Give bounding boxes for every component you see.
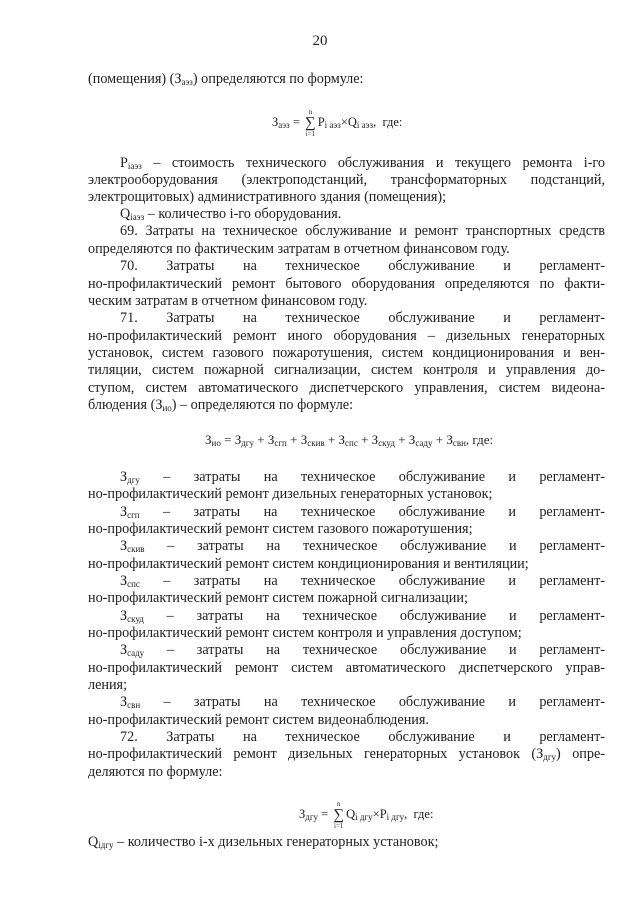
formula-io-tail: , где: (465, 432, 494, 447)
def-symbol-sub: скив (127, 544, 145, 554)
def-text: – затраты на техническое обслуживание и регламент- (144, 538, 605, 554)
def-symbol: З (120, 469, 128, 485)
def-symbol-sub: сaду (127, 648, 145, 658)
formula-aez-p-sub: i аэз (324, 119, 341, 130)
def-skud-line1 (120, 608, 605, 625)
para-71-sub: ио (162, 403, 172, 413)
para-71-line6 (88, 397, 605, 414)
formula-dgu (299, 800, 433, 830)
formula-io-term: З (446, 432, 453, 447)
formula-aez-times: × (340, 114, 348, 129)
def-symbol-sub: скуд (127, 614, 144, 624)
def-p-aez-line3: электрощитовых) административного здания (помещения); (88, 189, 447, 205)
formula-dgu-sum (333, 800, 344, 830)
def-symbol-sub: дгу (127, 475, 140, 485)
formula-io-plus: + (357, 432, 372, 447)
para-70-line1: 70. Затраты на техническое обслуживание и регламент- (120, 258, 605, 274)
def-sadu-line2: но-профилактический ремонт систем автоматического диспетчерского управ- (88, 660, 605, 676)
def-symbol-sub: свн (127, 700, 141, 710)
def-text: – затраты на техническое обслуживание и регламент- (139, 504, 605, 520)
formula-io-term-sub: сгп (274, 438, 287, 448)
para-72-line1: 72. Затраты на техническое обслуживание и регламент- (120, 729, 605, 745)
def-text: – затраты на техническое обслуживание и регламент- (144, 642, 605, 658)
def-symbol: Q (88, 834, 99, 850)
formula-aez-p: P (317, 114, 325, 129)
formula-dgu-times: × (372, 806, 380, 821)
para-71-text-end: ) – определяются по формуле: (171, 397, 354, 413)
def-symbol-sub: iаэз (127, 161, 142, 171)
formula-io-term-sub: спс (345, 438, 358, 448)
formula-io-term: З (267, 432, 275, 447)
def-sps-line1 (120, 573, 605, 590)
formula-aez-q-sub: i аэз (356, 119, 374, 130)
formula-aez (272, 108, 402, 138)
def-symbol: З (120, 642, 128, 658)
formula-dgu-q: Q (346, 806, 356, 821)
formula-aez-eq: = (289, 114, 303, 129)
def-q-dgu (88, 834, 605, 851)
formula-dgu-p: P (379, 806, 387, 821)
def-sgp-line1 (120, 504, 605, 521)
def-symbol: З (120, 608, 128, 624)
para-71-line4: тиляции, систем пожарной сигнализации, систем контроля и управления до- (88, 362, 605, 378)
formula-aez-lhs: З (272, 114, 279, 129)
formula-io-term: З (408, 432, 416, 447)
formula-io-plus: + (253, 432, 268, 447)
para-72-text: но-профилактический ремонт дизельных генераторных установок (З (88, 746, 544, 762)
sum-lower-limit: i=1 (305, 130, 316, 138)
sum-upper-limit: n (308, 108, 313, 116)
formula-io-term: З (371, 432, 379, 447)
def-text: – количество i-го оборудования. (144, 206, 342, 222)
def-sadu-line3: ления; (88, 677, 128, 693)
formula-aez-lhs-sub: аэз (278, 119, 290, 130)
def-symbol: P (120, 155, 128, 171)
def-symbol: З (120, 504, 128, 520)
def-skiv-line1 (120, 538, 605, 555)
formula-dgu-tail: , где: (404, 806, 434, 821)
def-text: – затраты на техническое обслуживание и регламент- (139, 469, 605, 485)
formula-io-lhs-sub: ио (211, 438, 221, 448)
formula-dgu-p-sub: i дгу (386, 811, 405, 822)
def-skiv-line2: но-профилактический ремонт систем кондиционирования и вентиляции; (88, 556, 529, 572)
formula-io-plus: + (324, 432, 339, 447)
para-72-sub: дгу (543, 752, 557, 762)
formula-io-plus: + (394, 432, 409, 447)
def-q-aez (120, 206, 605, 223)
def-svn-line1 (120, 694, 605, 711)
formula-io (205, 432, 493, 448)
formula-dgu-lhs-sub: дгу (305, 811, 319, 822)
para-71-line3: установок, систем газового пожаротушения, систем кондиционирования и вен- (88, 345, 605, 361)
para-69-line2: определяются по фактическим затратам в отчетном финансовом году. (88, 241, 510, 257)
def-text: – количество i-х дизельных генераторных установок; (113, 834, 439, 850)
para-72-line2 (88, 746, 605, 763)
def-symbol-sub: спс (127, 579, 140, 589)
def-text: – затраты на техническое обслуживание и регламент- (139, 573, 605, 589)
def-symbol: З (120, 573, 128, 589)
para-71-line2: но-профилактический ремонт иного оборудования – дизельных генераторных (88, 328, 605, 344)
formula-io-plus: + (286, 432, 301, 447)
def-symbol: З (120, 694, 128, 710)
def-symbol-sub: сгп (127, 510, 140, 520)
def-text: – стоимость технического обслуживания и текущего ремонта i-го (141, 155, 605, 171)
para-71-line1: 71. Затраты на техническое обслуживание и регламент- (120, 310, 605, 326)
def-sadu-line1 (120, 642, 605, 659)
para-71-line5: ступом, систем автоматического диспетчерского управления, систем видеона- (88, 380, 605, 396)
def-svn-line2: но-профилактический ремонт систем видеонаблюдения. (88, 712, 429, 728)
para-72-line3: деляются по формуле: (88, 764, 223, 780)
def-symbol-sub: iаэз (130, 212, 145, 222)
page-number: 20 (312, 33, 328, 49)
def-sgp-line2: но-профилактический ремонт систем газового пожаротушения; (88, 521, 473, 537)
sum-lower-limit: i=1 (334, 822, 344, 830)
formula-io-term-sub: дгу (241, 438, 254, 448)
formula-io-term-sub: скуд (378, 438, 395, 448)
para-70-line3: ческим затратам в отчетном финансовом году. (88, 293, 368, 309)
para-71-text: блюдения (З (88, 397, 163, 413)
formula-io-lhs: З (205, 432, 212, 447)
formula-io-term: З (300, 432, 308, 447)
formula-dgu-lhs: З (299, 806, 306, 821)
def-dgu-line2: но-профилактический ремонт дизельных генераторных установок; (88, 486, 493, 502)
intro-line (88, 71, 605, 88)
formula-dgu-q-sub: i дгу (355, 811, 373, 822)
sum-upper-limit: n (336, 800, 341, 808)
formula-dgu-eq: = (318, 806, 332, 821)
def-symbol: З (120, 538, 128, 554)
para-69-line1: 69. Затраты на техническое обслуживание и ремонт транспортных средств (120, 223, 605, 239)
def-symbol: Q (120, 206, 131, 222)
intro-text-end: ) определяются по формуле: (192, 71, 364, 87)
formula-io-eq: = (220, 432, 235, 447)
def-p-aez-line2: электрооборудования (электроподстанций, трансформаторных подстанций, (88, 172, 605, 188)
formula-io-term-sub: саду (415, 438, 433, 448)
intro-subscript: аэз (181, 77, 193, 87)
formula-aez-tail: , где: (373, 114, 403, 129)
sum-sign: ∑ (305, 115, 316, 131)
def-symbol-sub: iдгу (98, 840, 114, 850)
para-72-text-end: ) опре- (556, 746, 605, 762)
def-p-aez-line1 (120, 155, 605, 172)
intro-text: (помещения) (З (88, 71, 182, 87)
formula-io-term: З (234, 432, 242, 447)
formula-io-plus: + (432, 432, 447, 447)
def-dgu-line1 (120, 469, 605, 486)
def-sps-line2: но-профилактический ремонт систем пожарной сигнализации; (88, 590, 468, 606)
def-text: – затраты на техническое обслуживание и регламент- (140, 694, 605, 710)
formula-aez-q: Q (347, 114, 357, 129)
formula-io-term: З (338, 432, 346, 447)
para-70-line2: но-профилактический ремонт бытового оборудования определяются по факти- (88, 276, 605, 292)
def-skud-line2: но-профилактический ремонт систем контроля и управления доступом; (88, 625, 522, 641)
formula-aez-sum (305, 108, 316, 138)
def-text: – затраты на техническое обслуживание и регламент- (143, 608, 605, 624)
formula-io-term-sub: скив (307, 438, 325, 448)
sum-sign: ∑ (333, 807, 345, 823)
formula-io-term-sub: свн (452, 438, 466, 448)
